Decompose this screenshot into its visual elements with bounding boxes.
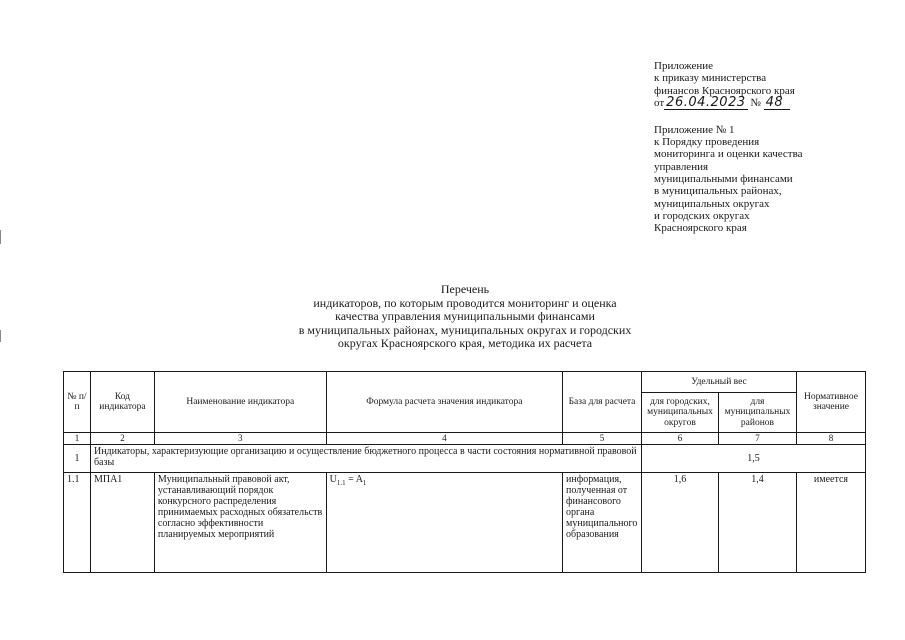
date-prefix: от — [654, 96, 665, 109]
formula-sub: 1.1 — [336, 479, 346, 487]
appendix-line: к приказу министерства — [654, 72, 767, 85]
appendix-date-line — [654, 94, 894, 110]
col-number: 8 — [796, 433, 865, 445]
col-number: 5 — [563, 433, 642, 445]
title-line: в муниципальных районах, муниципальных округах и городских — [298, 322, 632, 337]
row-base: информация, полученная от финансового органа муниципального образования — [563, 473, 642, 573]
spacer — [654, 110, 894, 124]
indicators-table — [63, 371, 866, 573]
table-row — [64, 473, 866, 573]
number-prefix: № — [750, 96, 761, 109]
scan-margin-mark — [0, 230, 1, 244]
formula-sub2: 1 — [362, 479, 367, 487]
appendix1-line: Красноярского края — [654, 222, 747, 235]
header-norm: Нормативное значение — [796, 372, 865, 433]
section-row — [64, 445, 866, 473]
appendix1-line: управления — [654, 160, 709, 173]
handwritten-number: 48 — [764, 97, 790, 110]
row-num: 1.1 — [64, 473, 91, 573]
title-line: округах Красноярского края, методика их расчета — [337, 336, 593, 351]
appendix-line: Приложение — [654, 60, 714, 72]
col-number: 3 — [154, 433, 326, 445]
header-base: База для расчета — [563, 372, 642, 433]
formula-rest: = A — [345, 474, 363, 485]
appendix1-line: муниципальных округах — [654, 197, 770, 210]
header-weight: Удельный вес — [642, 372, 797, 393]
header-weight-district: для муниципальных районов — [718, 393, 796, 433]
appendix1-line: к Порядку проведения — [654, 136, 760, 149]
section-num: 1 — [64, 445, 91, 473]
header-code: Код индикатора — [90, 372, 154, 433]
row-weight-city: 1,6 — [642, 473, 719, 573]
appendix-block — [654, 60, 894, 235]
header-num: № п/п — [64, 372, 91, 433]
row-code: МПА1 — [90, 473, 154, 573]
document-title — [240, 283, 690, 351]
appendix1-line: в муниципальных районах, — [654, 185, 782, 198]
col-number: 1 — [64, 433, 91, 445]
appendix1-line: Приложение № 1 — [654, 123, 735, 136]
row-name: Муниципальный правовой акт, устанавливающий порядок конкурсного распределения принимаемых расходных обязательств согласно эффективности планируемых мероприятий — [154, 473, 326, 573]
appendix1-line: и городских округах — [654, 209, 750, 222]
title-line: индикаторов, по которым проводится мониторинг и оценка — [313, 295, 617, 310]
appendix1-line: мониторинга и оценки качества — [654, 148, 803, 161]
header-weight-city: для городских, муниципальных округов — [642, 393, 719, 433]
appendix-line: финансов Красноярского края — [654, 84, 795, 97]
title-line: Перечень — [440, 282, 490, 296]
scan-margin-mark — [0, 330, 1, 342]
section-text: Индикаторы, характеризующие организацию и осуществление бюджетного процесса в части состояния нормативной правовой базы — [90, 445, 641, 473]
formula-var: U — [329, 474, 337, 485]
col-number: 6 — [642, 433, 719, 445]
col-number: 7 — [718, 433, 796, 445]
header-name: Наименование индикатора — [154, 372, 326, 433]
header-formula: Формула расчета значения индикатора — [326, 372, 562, 433]
col-number: 4 — [326, 433, 562, 445]
header-row — [64, 372, 866, 393]
appendix1-line: муниципальными финансами — [654, 173, 793, 186]
col-number: 2 — [90, 433, 154, 445]
title-line: качества управления муниципальными финансами — [335, 309, 595, 324]
section-weight: 1,5 — [642, 445, 866, 473]
handwritten-date: 26.04.2023 — [666, 94, 746, 110]
column-numbers-row — [64, 433, 866, 445]
row-formula — [326, 473, 562, 573]
row-norm: имеется — [796, 473, 865, 573]
row-weight-district: 1,4 — [718, 473, 796, 573]
